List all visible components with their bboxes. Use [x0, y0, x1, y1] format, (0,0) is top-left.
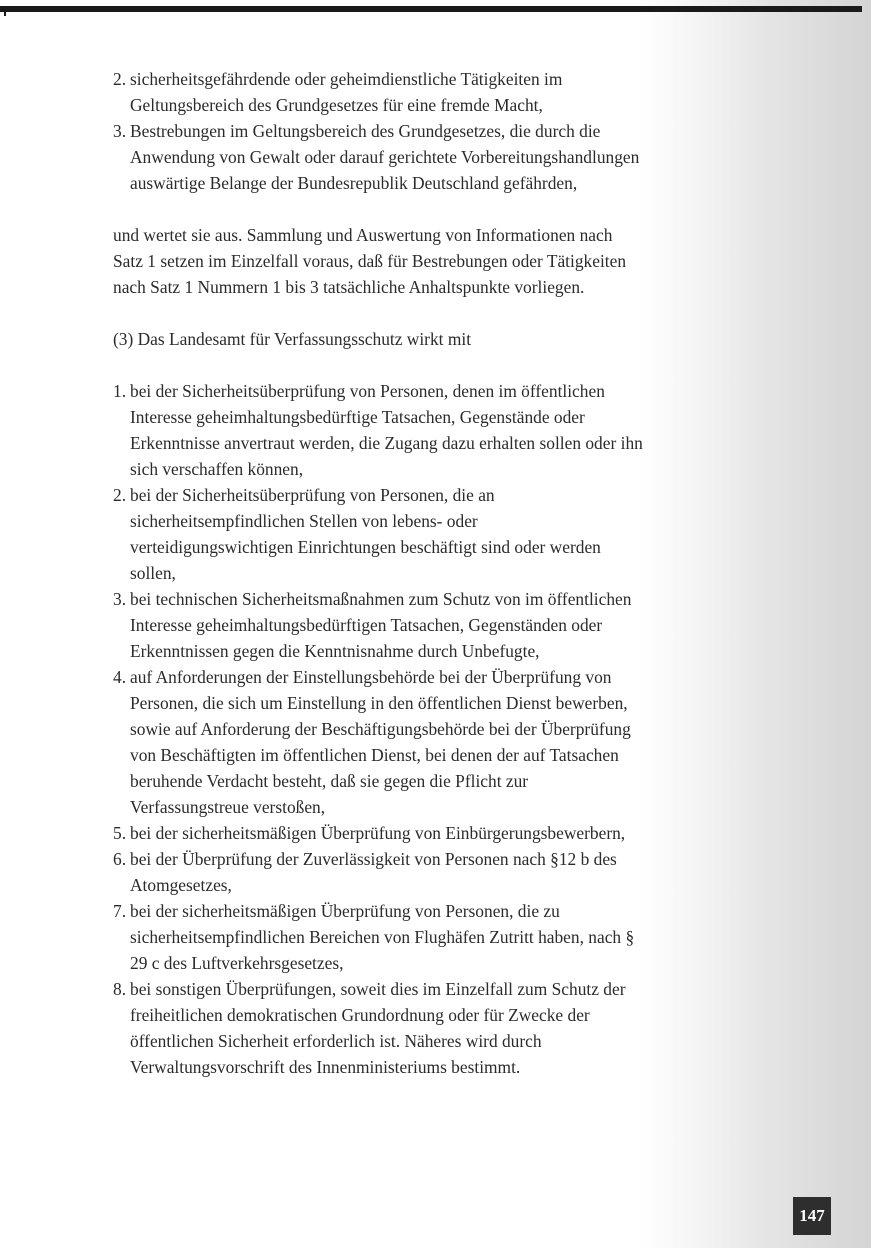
list-item-text: bei der Sicherheitsüberprüfung von Personen, denen im öffentlichen Interesse geheimhaltungsbedürftige Tatsachen, Gegenstände oder Erkenntnisse anvertraut werden, die Zugang dazu erhalten sollen oder ihn sich verschaffen können, — [130, 381, 643, 479]
list-item-text: bei der sicherheitsmäßigen Überprüfung von Personen, die zu sicherheitsempfindlichen Bereichen von Flughäfen Zutritt haben, nach § 29 c des Luftverkehrsgesetzes, — [130, 901, 635, 973]
spacer — [113, 352, 643, 378]
list-item-number: 3. — [113, 589, 127, 609]
list-item — [113, 66, 643, 118]
list-item — [113, 846, 643, 898]
list-item-number: 7. — [113, 901, 127, 921]
main-list — [113, 378, 643, 1080]
list-item-number: 2. — [113, 69, 127, 89]
top-rule — [0, 6, 862, 12]
list-item — [113, 976, 643, 1080]
list-item-number: 5. — [113, 823, 127, 843]
list-item — [113, 118, 643, 196]
spacer — [113, 196, 643, 222]
list-item — [113, 482, 643, 586]
list-item-text: bei sonstigen Überprüfungen, soweit dies im Einzelfall zum Schutz der freiheitlichen demokratischen Grundordnung oder für Zwecke der öffentlichen Sicherheit erforderlich ist. Näheres wird durch Verwaltungsvorschrift des Innenministeriums bestimmt. — [130, 979, 626, 1077]
list-item — [113, 898, 643, 976]
left-rule — [4, 6, 6, 16]
text-block — [113, 66, 643, 1080]
list-item-number: 6. — [113, 849, 127, 869]
list-item-number: 1. — [113, 381, 127, 401]
list-item-text: Bestrebungen im Geltungsbereich des Grundgesetzes, die durch die Anwendung von Gewalt oder darauf gerichtete Vorbereitungshandlungen auswärtige Belange der Bundesrepublik Deutschland gefährden, — [130, 121, 640, 193]
list-item-number: 3. — [113, 121, 127, 141]
paragraph-1: und wertet sie aus. Sammlung und Auswertung von Informationen nach Satz 1 setzen im Einzelfall voraus, daß für Bestrebungen oder Tätigkeiten nach Satz 1 Nummern 1 bis 3 tatsächliche Anhaltspunkte vorliegen. — [113, 225, 627, 297]
list-item-text: sicherheitsgefährdende oder geheimdienstliche Tätigkeiten im Geltungsbereich des Grundgesetzes für eine fremde Macht, — [130, 69, 563, 115]
list-item-text: bei technischen Sicherheitsmaßnahmen zum Schutz von im öffentlichen Interesse geheimhaltungsbedürftigen Tatsachen, Gegenständen oder Erkenntnissen gegen die Kenntnisnahme durch Unbefugte, — [130, 589, 632, 661]
spacer — [113, 300, 643, 326]
list-item-number: 8. — [113, 979, 127, 999]
top-list — [113, 66, 643, 196]
paragraph-2: (3) Das Landesamt für Verfassungsschutz wirkt mit — [113, 329, 472, 349]
list-item — [113, 820, 643, 846]
list-item — [113, 586, 643, 664]
list-item — [113, 664, 643, 820]
page-number: 147 — [793, 1197, 831, 1235]
list-item-text: bei der Sicherheitsüberprüfung von Personen, die an sicherheitsempfindlichen Stellen von lebens- oder verteidigungswichtigen Einrichtungen beschäftigt sind oder werden sollen, — [130, 485, 601, 583]
list-item-text: bei der sicherheitsmäßigen Überprüfung von Einbürgerungsbewerbern, — [130, 823, 626, 843]
list-item — [113, 378, 643, 482]
list-item-text: bei der Überprüfung der Zuverlässigkeit von Personen nach §12 b des Atomgesetzes, — [130, 849, 617, 895]
list-item-number: 2. — [113, 485, 127, 505]
list-item-text: auf Anforderungen der Einstellungsbehörde bei der Überprüfung von Personen, die sich um Einstellung in den öffentlichen Dienst bewerben, sowie auf Anforderung der Beschäftigungsbehörde bei der Überprüfung von Beschäftigten im öffentlichen Dienst, bei denen der auf Tatsachen beruhende Verdacht besteht, daß sie gegen die Pflicht zur Verfassungstreue verstoßen, — [130, 667, 631, 817]
list-item-number: 4. — [113, 667, 127, 687]
